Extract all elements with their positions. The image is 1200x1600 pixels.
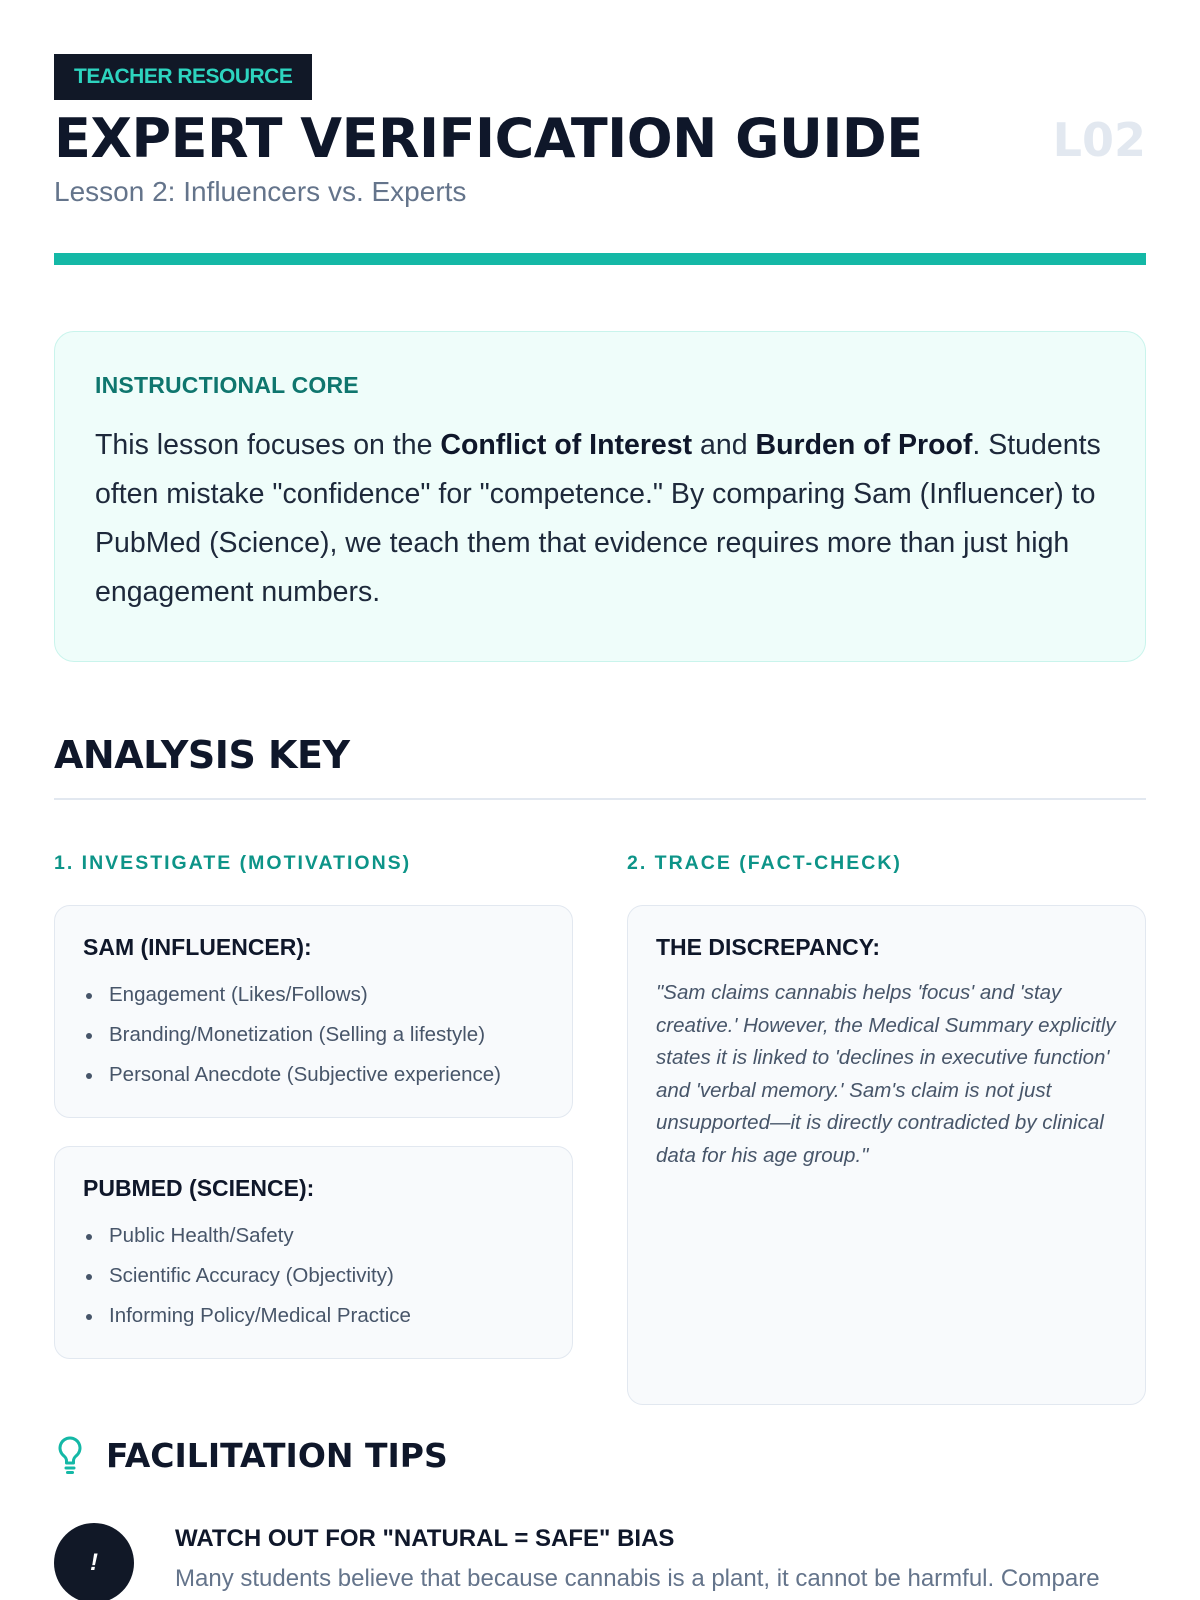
alert-badge: ! bbox=[54, 1523, 134, 1600]
investigate-heading: 1. INVESTIGATE (MOTIVATIONS) bbox=[54, 852, 412, 874]
card-title: PUBMED (SCIENCE): bbox=[83, 1175, 315, 1201]
core-bold-conflict: Conflict of Interest bbox=[440, 429, 693, 461]
card-title: SAM (INFLUENCER): bbox=[83, 934, 312, 960]
list-item: Scientific Accuracy (Objectivity) bbox=[83, 1256, 544, 1296]
list-item: Branding/Monetization (Selling a lifestyle) bbox=[83, 1015, 544, 1055]
motivation-list bbox=[83, 1216, 544, 1336]
tip-body bbox=[175, 1523, 1146, 1595]
trace-heading: 2. TRACE (FACT-CHECK) bbox=[627, 852, 902, 874]
title-row bbox=[54, 107, 1146, 174]
analysis-columns bbox=[54, 852, 1146, 1405]
teacher-resource-tag: TEACHER RESOURCE bbox=[54, 54, 312, 100]
instructional-core-text bbox=[95, 421, 1105, 617]
lesson-code: L02 bbox=[1052, 113, 1146, 167]
motivation-list bbox=[83, 975, 544, 1095]
lightbulb-icon bbox=[54, 1435, 86, 1475]
page-header bbox=[54, 0, 1146, 265]
discrepancy-card bbox=[627, 905, 1146, 1405]
core-text-part-2: and bbox=[692, 429, 756, 461]
list-item: Personal Anecdote (Subjective experience) bbox=[83, 1055, 544, 1095]
core-text-part-1: This lesson focuses on the bbox=[95, 429, 441, 461]
page-title: EXPERT VERIFICATION GUIDE bbox=[54, 107, 923, 170]
list-item: Public Health/Safety bbox=[83, 1216, 544, 1256]
page-subtitle: Lesson 2: Influencers vs. Experts bbox=[54, 176, 467, 207]
list-item: Engagement (Likes/Follows) bbox=[83, 975, 544, 1015]
instructional-core-label: INSTRUCTIONAL CORE bbox=[95, 372, 359, 398]
analysis-key-title: ANALYSIS KEY bbox=[54, 733, 350, 777]
section-divider bbox=[54, 798, 1146, 800]
core-text-part-3: . Students often mistake "confidence" for "competence." By comparing Sam (Influencer) to PubMed (Science), we teach them that evidence requires more than just high engagement numbers. bbox=[95, 429, 1101, 608]
list-item: Informing Policy/Medical Practice bbox=[83, 1296, 544, 1336]
trace-column bbox=[627, 852, 1146, 1405]
core-bold-burden: Burden of Proof bbox=[755, 429, 973, 461]
discrepancy-title: THE DISCREPANCY: bbox=[656, 934, 881, 960]
facilitation-tips-header bbox=[54, 1435, 448, 1475]
header-accent-rule bbox=[54, 253, 1146, 265]
facilitation-tips-title: FACILITATION TIPS bbox=[106, 1435, 448, 1475]
discrepancy-quote: "Sam claims cannabis helps 'focus' and 'stay creative.' However, the Medical Summary explicitly states it is linked to 'declines in executive function' and 'verbal memory.' Sam's claim is not just unsupported—it is directly contradicted by clinical data for his age group." bbox=[656, 981, 1116, 1167]
pubmed-science-card bbox=[54, 1146, 573, 1359]
instructional-core-box bbox=[54, 331, 1146, 662]
investigate-column bbox=[54, 852, 573, 1405]
tip-title: WATCH OUT FOR "NATURAL = SAFE" BIAS bbox=[175, 1525, 675, 1552]
tip-item bbox=[54, 1523, 1146, 1595]
tip-text: Many students believe that because cannabis is a plant, it cannot be harmful. Compare bbox=[175, 1565, 1100, 1592]
sam-influencer-card bbox=[54, 905, 573, 1118]
